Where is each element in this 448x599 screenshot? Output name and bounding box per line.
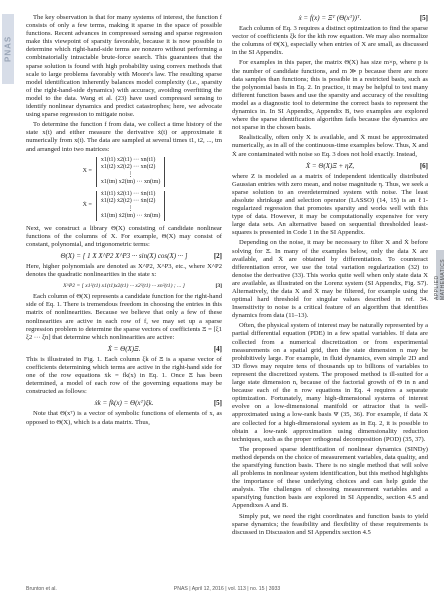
paragraph: Depending on the noise, it may be necessary to filter X and Ẋ before solving for Ξ. In many of the examples below, only the data X are available, and Ẋ are obtained by differentiation. To counteract differentiation error, we use the total variation regularization (32) to denoise the derivative (33). This works quite well when only state data X are available, as illustrated on the Lorenz system (SI Appendix, Fig. S7). Alternatively, the data X and Ẋ may be filtered, for example using the optimal hard threshold for singular values described in ref. 34. Insensitivity to noise is a critical feature of an algorithm that identifies dynamics from data (11–13). [232, 239, 428, 320]
paragraph: Each column of Θ(X) represents a candidate function for the right-hand side of Eq. 1. There is tremendous freedom in choosing the entries in this matrix of nonlinearities. Because we believe that only a few of these nonlinearities are active in each row of f, we may set up a sparse regression problem to determine the sparse vectors of coefficients Ξ = [ξ1 ξ2 ··· ξn] that determine which nonlinearities are active: [26, 293, 222, 341]
pnas-logo: PNAS [2, 14, 14, 84]
equation-number: [2] [213, 251, 222, 260]
equation-body: ẋk = fk(x) = Θ(xᵀ)ξk. [94, 399, 154, 408]
paragraph: where Z is modeled as a matrix of independent identically distributed Gaussian entries with zero mean, and noise magnitude η. Thus, we seek a sparse solution to an overdetermined system with noise. The least absolute shrinkage and selection operator (LASSO) (14, 15) is an ℓ1-regularized regression that promotes sparsity and works well with this type of data. However, it may be computationally expensive for very large data sets. An alternative based on sequential thresholded least-squares is presented in Code 1 in the SI Appendix. [232, 172, 428, 237]
matrix-label: X = [82, 167, 92, 174]
equation-number: [4] [213, 344, 222, 353]
section-tag: APPLIED MATHEMATICS [436, 250, 444, 300]
matrix-body [96, 157, 165, 187]
paragraph: Simply put, we need the right coordinates and function basis to yield sparse dynamics; the feasibility and flexibility of these requirements is discussed in Discussion and SI Appendix section 4.5 [232, 512, 428, 536]
equation-number: [3] [215, 283, 222, 290]
matrix-label: Ẋ = [82, 201, 92, 208]
paragraph: Here, higher polynomials are denoted as X^P2, X^P3, etc., where X^P2 denotes the quadratic nonlinearities in the state x: [26, 262, 222, 279]
matrix-row: ⋮ [127, 205, 134, 212]
paragraph: Note that Θ(xᵀ) is a vector of symbolic functions of elements of x, as opposed to Θ(X), which is a data matrix. Thus, [26, 410, 222, 426]
paragraph: To determine the function f from data, we collect a time history of the state x(t) and either measure the derivative ẋ(t) or approximate it numerically from x(t). The data are sampled at several times t1, t2, ..., tm and arranged into two matrices: [26, 121, 222, 153]
paragraph: Realistically, often only X is available, and Ẋ must be approximated numerically, as in all of the continuous-time examples below. Thus, X and Ẋ are contaminated with noise so Eq. 3 does not hold exactly. Instead, [232, 134, 428, 158]
paragraph: For examples in this paper, the matrix Θ(X) has size m×p, where p is the number of candidate functions, and m ≫ p because there are more data samples than functions; this is possible in a restricted basis, such as the polynomial basis in Eq. 2. In practice, it may be helpful to test many different function bases and use the sparsity and accuracy of the resulting model as a diagnostic tool to determine the correct basis to represent the dynamics in. In SI Appendix, Appendix B, two examples are explored where the sparse identification algorithm fails because the dynamics are not sparse in the chosen basis. [232, 59, 428, 132]
paragraph: Often, the physical system of interest may be naturally represented by a partial differential equation (PDE) in a few spatial variables. If data are collected from a numerical discretization or from experimental measurements on a spatial grid, then the state dimension n may be prohibitively large. For example, in fluid dynamics, even simple 2D and 3D flows may require tens of thousands up to billions of variables to represent the discretized system. The proposed method is ill-suited for a large state dimension n, because of the factorial growth of Θ in n and because each of the n row equations in Eq. 4 requires a separate optimization. Fortunately, many high-dimensional systems of interest evolve on a low-dimensional manifold or attractor that is well-approximated using a low-rank basis Ψ (35, 36). For example, if data X are collected for a high-dimensional system as in Eq. 2, it is possible to obtain a low-rank approximation using dimensionality reduction techniques, such as the proper orthogonal decomposition (POD) (35, 37). [232, 322, 428, 443]
equation-body: Ẋ = Θ(X)Ξ. [107, 344, 141, 353]
matrix-body [96, 191, 165, 221]
matrix-row: x1(t1) x2(t1) ··· xn(t1) [100, 156, 156, 163]
matrix-row: ẋ1(t2) ẋ2(t2) ··· ẋn(t2) [100, 198, 156, 205]
page-footer [26, 586, 428, 592]
matrix-row: ẋ1(tm) ẋ2(tm) ··· ẋn(tm) [100, 213, 161, 220]
equation-body: Ẋ = Θ(X)Ξ + ηZ, [305, 161, 355, 170]
left-column [26, 14, 222, 429]
matrix-row: x1(tm) x2(tm) ··· xn(tm) [100, 179, 161, 186]
equation-number: [6] [419, 161, 428, 170]
equation-5 [26, 399, 222, 407]
footer-journal-info: PNAS | April 12, 2016 | vol. 113 | no. 15 | 3933 [173, 586, 281, 592]
equation-number: [5] [213, 399, 222, 408]
paragraph: Each column of Eq. 3 requires a distinct optimization to find the sparse vector of coefficients ξk for the kth row equation. We may also normalize the columns of Θ(X), especially when entries of X are small, as discussed in the SI Appendix. [232, 25, 428, 57]
paragraph: This is illustrated in Fig. 1. Each column ξk of Ξ is a sparse vector of coefficients determining which terms are active in the right-hand side for one of the row equations ẋk = fk(x) in Eq. 1. Once Ξ has been determined, a model of each row of the governing equations may be constructed as follows: [26, 355, 222, 396]
paragraph: The proposed sparse identification of nonlinear dynamics (SINDy) method depends on the choice of measurement variables, data quality, and the sparsifying function basis. There is no single method that will solve all problems in nonlinear system identification, but this method highlights the importance of these underlying choices and can help guide the analysis. The challenges of choosing measurement variables and a sparsifying function basis are explored in SI Appendix, section 4.5 and Appendixes A and B. [232, 445, 428, 510]
equation-2 [26, 252, 222, 260]
matrix-row: x1(t2) x2(t2) ··· xn(t2) [100, 164, 156, 171]
equation-3 [26, 282, 222, 290]
left-margin [0, 0, 16, 599]
equation-7 [232, 162, 428, 170]
equation-body: X^P2 = [ x1²(t1) x1(t1)x2(t1) ··· x2²(t1) ··· xn²(t1) ; ... ] [63, 283, 185, 290]
matrix-x [26, 157, 222, 187]
equation-body: ẋ = f(x) = Ξᵀ (Θ(xᵀ))ᵀ. [298, 14, 362, 22]
paragraph: The key observation is that for many systems of interest, the function f consists of only a few terms, making it sparse in the space of possible functions. Recent advances in compressed sensing and sparse regression make this viewpoint of sparsity favorable, because it is now possible to determine which right-hand-side terms are nonzero without performing a combinatorially intractable brute-force search. This guarantees that the sparse solution is found with high probability using convex methods that scale to large problems favorably with Moore's law. The resulting sparse model identification inherently balances model complexity (i.e., sparsity of the right-hand-side dynamics) with accuracy, avoiding overfitting the model to the data. Wang et al. (23) have used compressed sensing to identify nonlinear dynamics and predict catastrophes; here, we advocate using sparse regression to mitigate noise. [26, 14, 222, 119]
equation-number: [5] [419, 14, 428, 22]
footer-authors: Brunton et al. [26, 586, 57, 592]
right-column [232, 14, 428, 539]
matrix-row: ⋮ [127, 171, 134, 178]
matrix-xdot [26, 191, 222, 221]
equation-body: Θ(X) = [ 1 X X^P2 X^P3 ··· sin(X) cos(X) ··· ] [60, 251, 188, 260]
equation-6 [232, 14, 428, 22]
equation-4 [26, 345, 222, 353]
paragraph: Next, we construct a library Θ(X) consisting of candidate nonlinear functions of the columns of X. For example, Θ(X) may consist of constant, polynomial, and trigonometric terms: [26, 224, 222, 248]
matrix-row: ẋ1(t1) ẋ2(t1) ··· ẋn(t1) [100, 190, 156, 197]
